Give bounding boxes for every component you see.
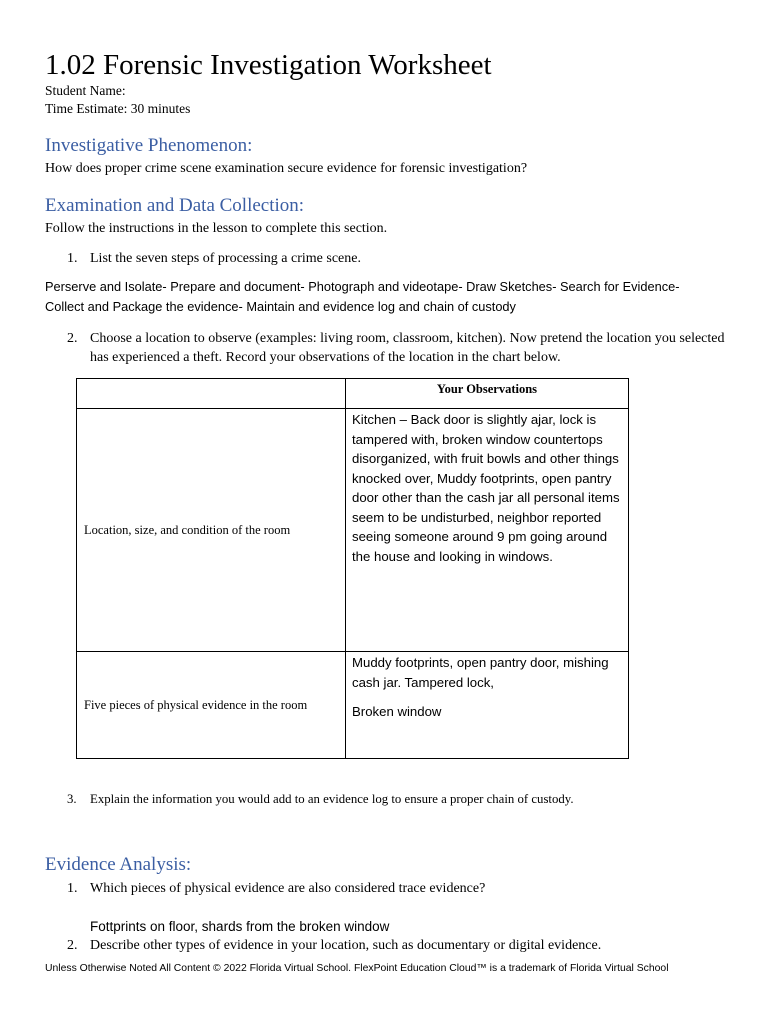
answer-steps-line-2: Collect and Package the evidence- Maintain and evidence log and chain of custody <box>45 299 516 314</box>
table-row <box>77 409 629 652</box>
analysis-heading: Evidence Analysis: <box>45 854 192 875</box>
list-number: 1. <box>67 881 78 896</box>
examination-heading: Examination and Data Collection: <box>45 195 305 216</box>
phenomenon-heading: Investigative Phenomenon: <box>45 135 253 156</box>
list-number: 3. <box>67 792 77 806</box>
list-number: 2. <box>67 938 78 953</box>
list-item <box>67 249 727 268</box>
table-header-empty-cell <box>77 379 346 409</box>
observations-table <box>76 378 629 759</box>
question-text: Choose a location to observe (examples: living room, classroom, kitchen). Now pretend the location you selected has experienced a theft. Record your observations of the location in the chart below. <box>90 331 725 365</box>
observation-cell[interactable] <box>346 652 629 759</box>
row-label: Location, size, and condition of the room <box>77 409 346 652</box>
page-title: 1.02 Forensic Investigation Worksheet <box>45 49 492 81</box>
answer-steps-line-1: Perserve and Isolate- Prepare and document- Photograph and videotape- Draw Sketches- Search for Evidence- <box>45 279 680 294</box>
student-name-label: Student Name: <box>45 83 126 98</box>
table-header-row <box>77 379 629 409</box>
observation-text-2: Broken window <box>352 704 442 719</box>
question-text: Describe other types of evidence in your location, such as documentary or digital evidence. <box>90 938 602 953</box>
list-item <box>67 790 727 809</box>
table-header-observations: Your Observations <box>346 379 629 409</box>
footer-copyright: Unless Otherwise Noted All Content © 2022 Florida Virtual School. FlexPoint Education Cloud™ is a trademark of Florida Virtual School <box>45 963 669 974</box>
phenomenon-question: How does proper crime scene examination secure evidence for forensic investigation? <box>45 161 528 176</box>
question-text: Explain the information you would add to an evidence log to ensure a proper chain of custody. <box>90 792 574 806</box>
observation-text: Muddy footprints, open pantry door, mishing cash jar. Tampered lock, <box>352 655 609 690</box>
trace-evidence-answer[interactable]: Fottprints on floor, shards from the broken window <box>90 919 390 934</box>
list-item <box>67 936 727 955</box>
list-number: 1. <box>67 251 78 266</box>
row-label: Five pieces of physical evidence in the room <box>77 652 346 759</box>
question-text: List the seven steps of processing a crime scene. <box>90 251 361 266</box>
examination-instructions: Follow the instructions in the lesson to complete this section. <box>45 221 388 236</box>
table-row <box>77 652 629 759</box>
time-estimate: Time Estimate: 30 minutes <box>45 101 191 116</box>
list-number: 2. <box>67 331 78 346</box>
observation-cell[interactable] <box>346 409 629 652</box>
list-item <box>67 329 727 369</box>
observation-text: Kitchen – Back door is slightly ajar, lock is tampered with, broken window countertops disorganized, with fruit bowls and other things knocked over, Muddy footprints, open pantry door other than the cash jar all personal items seem to be undisturbed, neighbor reported seeing someone around 9 pm going around the house and looking in windows. <box>352 412 620 564</box>
question-text: Which pieces of physical evidence are also considered trace evidence? <box>90 881 486 896</box>
list-item <box>67 879 727 898</box>
